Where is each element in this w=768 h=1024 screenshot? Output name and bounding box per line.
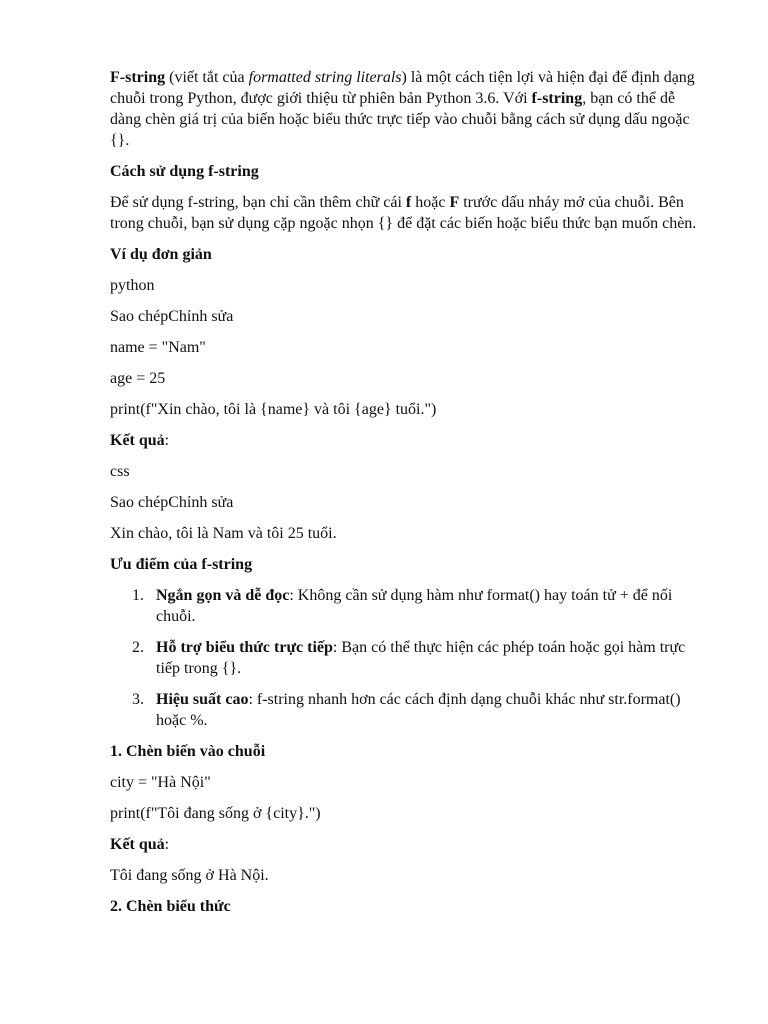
intro-paragraph — [110, 67, 700, 151]
usage-heading — [110, 161, 700, 182]
list-item-bold: Hỗ trợ biểu thức trực tiếp — [156, 639, 333, 656]
example-copy-edit-label: Sao chépChỉnh sửa — [110, 308, 234, 325]
list-item-text: : Không cần sử dụng hàm như format() hay toán tử + để nối chuỗi. — [156, 587, 673, 625]
usage-bold-F: F — [449, 194, 460, 211]
section1-result-label — [110, 834, 700, 855]
usage-paragraph — [110, 192, 700, 234]
list-item-number: 3. — [132, 691, 144, 708]
list-item-bold: Hiệu suất cao — [156, 691, 249, 708]
example-result-label-bold: Kết quả — [110, 432, 165, 449]
list-item-bold: Ngắn gọn và dễ đọc — [156, 587, 290, 604]
example-code-line-2: age = 25 — [110, 370, 166, 387]
example-code-line-3: print(f"Xin chào, tôi là {name} và tôi {age} tuổi.") — [110, 401, 437, 418]
section1-result-text: Tôi đang sống ở Hà Nội. — [110, 867, 269, 884]
section1-result-colon: : — [164, 836, 170, 853]
example-result-copy-edit-label: Sao chépChỉnh sửa — [110, 494, 234, 511]
section1-heading-text: 1. Chèn biến vào chuỗi — [110, 743, 266, 760]
example-heading-text: Ví dụ đơn giản — [110, 246, 212, 263]
list-item-number: 2. — [132, 639, 144, 656]
example-result-text: Xin chào, tôi là Nam và tôi 25 tuổi. — [110, 525, 337, 542]
intro-fstring-bold-2: f-string — [531, 90, 583, 107]
example-result-label — [110, 430, 700, 451]
usage-text-1: Để sử dụng f-string, bạn chỉ cần thêm chữ cái — [110, 194, 406, 211]
list-item-text: : Bạn có thể thực hiện các phép toán hoặc gọi hàm trực tiếp trong {}. — [156, 639, 686, 677]
usage-text-2: hoặc — [411, 194, 450, 211]
list-item — [110, 637, 700, 679]
section1-result-label-bold: Kết quả — [110, 836, 165, 853]
example-result-colon: : — [164, 432, 170, 449]
intro-text-1: (viết tắt của — [165, 69, 249, 86]
usage-bold-f: f — [405, 194, 412, 211]
intro-italic-term: formatted string literals — [248, 69, 402, 86]
intro-text-3: , bạn có thể dễ dàng chèn giá trị của biến hoặc biểu thức trực tiếp vào chuỗi bằng cách sử dụng dấu ngoặc {}. — [110, 90, 690, 149]
example-code-line-1: name = "Nam" — [110, 339, 206, 356]
list-item — [110, 689, 700, 731]
advantages-heading — [110, 554, 700, 575]
section2-heading-text: 2. Chèn biểu thức — [110, 898, 231, 915]
example-result-lang: css — [110, 463, 130, 480]
advantages-heading-text: Ưu điểm của f-string — [110, 556, 253, 573]
advantages-list — [110, 585, 700, 731]
example-heading — [110, 244, 700, 265]
list-item-text: : f-string nhanh hơn các cách định dạng chuỗi khác như str.format() hoặc %. — [156, 691, 681, 729]
document-body — [110, 67, 700, 927]
section1-code-line-1: city = "Hà Nội" — [110, 774, 211, 791]
section2-heading — [110, 896, 700, 917]
section1-code-line-2: print(f"Tôi đang sống ở {city}.") — [110, 805, 321, 822]
usage-heading-text: Cách sử dụng f-string — [110, 163, 259, 180]
usage-text-3: trước dấu nháy mở của chuỗi. Bên trong chuỗi, bạn sử dụng cặp ngoặc nhọn {} để đặt các biến hoặc biểu thức bạn muốn chèn. — [110, 194, 697, 232]
list-item-number: 1. — [132, 587, 144, 604]
intro-text-2: ) là một cách tiện lợi và hiện đại để định dạng chuỗi trong Python, được giới thiệu từ phiên bản Python 3.6. Với — [110, 69, 695, 107]
section1-heading — [110, 741, 700, 762]
example-code-lang: python — [110, 277, 155, 294]
list-item — [110, 585, 700, 627]
intro-fstring-bold: F-string — [110, 69, 166, 86]
